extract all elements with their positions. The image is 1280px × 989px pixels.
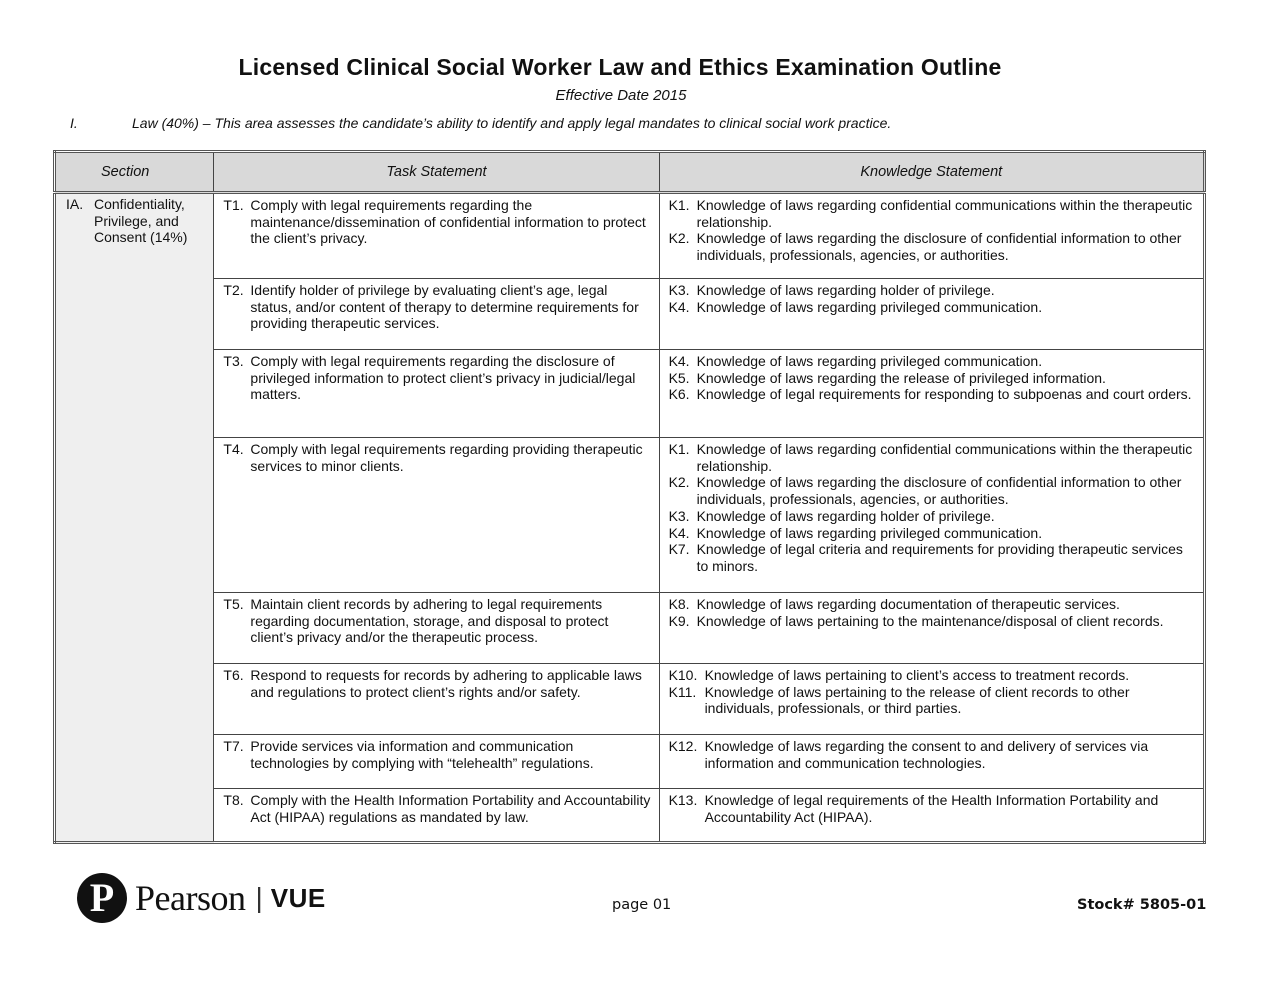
knowledge-text: Knowledge of laws regarding holder of privilege.	[696, 507, 995, 524]
knowledge-code: K2.	[668, 230, 690, 247]
knowledge-code: K13.	[668, 792, 698, 808]
knowledge-text: Knowledge of laws regarding the consent to and delivery of services via information and communication technologies.	[704, 738, 1149, 771]
document-title: Licensed Clinical Social Worker Law and Ethics Examination Outline	[238, 54, 1002, 80]
knowledge-statement	[669, 613, 1195, 630]
section-name: Confidentiality, Privilege, and Consent (14%)	[94, 196, 188, 246]
knowledge-text: Knowledge of laws regarding holder of privilege.	[696, 282, 995, 298]
knowledge-cell	[659, 438, 1204, 593]
knowledge-text: Knowledge of laws pertaining to client’s access to treatment records.	[704, 667, 1130, 683]
knowledge-code: K9.	[668, 612, 690, 629]
knowledge-code: K6.	[668, 386, 690, 403]
knowledge-text: Knowledge of laws regarding documentation of therapeutic services.	[696, 596, 1120, 612]
task-cell	[214, 438, 659, 593]
knowledge-code: K7.	[668, 541, 690, 558]
knowledge-statement	[669, 197, 1195, 230]
pearson-vue-logo	[77, 872, 326, 924]
knowledge-text: Knowledge of legal requirements for responding to subpoenas and court orders.	[696, 386, 1192, 403]
task-cell	[214, 789, 659, 843]
stock-number: Stock# 5805-01	[1077, 897, 1207, 913]
table-row	[55, 789, 1205, 843]
knowledge-code: K11.	[668, 683, 697, 700]
table-body	[55, 193, 1205, 843]
knowledge-code: K4.	[668, 298, 690, 315]
knowledge-statement	[669, 230, 1195, 263]
intro-number: I.	[70, 115, 78, 131]
task-code: T4.	[223, 441, 244, 457]
knowledge-cell	[659, 279, 1204, 350]
knowledge-statement	[669, 474, 1195, 507]
knowledge-cell	[659, 350, 1204, 438]
pearson-p-icon: P	[77, 873, 127, 923]
section-cell	[55, 193, 214, 843]
knowledge-statement	[669, 353, 1195, 370]
task-code: T5.	[223, 596, 244, 612]
knowledge-code: K3.	[668, 282, 690, 298]
task-statement	[223, 441, 650, 474]
task-statement	[223, 197, 650, 247]
table-row	[55, 664, 1205, 735]
knowledge-statement	[669, 738, 1195, 771]
logo-divider: |	[255, 882, 263, 913]
knowledge-text: Knowledge of laws pertaining to the release of client records to other individuals, professionals, or third parties.	[704, 683, 1130, 717]
knowledge-statement	[669, 792, 1195, 825]
knowledge-cell	[659, 789, 1204, 843]
knowledge-statement	[669, 370, 1195, 387]
table-row	[55, 279, 1205, 350]
task-code: T3.	[223, 353, 244, 369]
knowledge-code: K3.	[668, 507, 690, 524]
section-intro	[70, 115, 891, 131]
task-text: Comply with legal requirements regarding providing therapeutic services to minor clients.	[250, 441, 643, 474]
knowledge-text: Knowledge of laws regarding the disclosure of confidential information to other individuals, professionals, agencies, or authorities.	[696, 474, 1182, 508]
knowledge-text: Knowledge of laws regarding confidential communications within the therapeutic relationship.	[696, 441, 1193, 474]
knowledge-code: K4.	[668, 524, 690, 541]
knowledge-text: Knowledge of laws regarding confidential communications within the therapeutic relationship.	[696, 197, 1193, 230]
task-statement	[223, 596, 650, 646]
task-text: Respond to requests for records by adhering to applicable laws and regulations to protect client’s rights and/or safety.	[250, 667, 642, 700]
task-code: T8.	[223, 792, 244, 808]
knowledge-statement	[669, 386, 1195, 403]
knowledge-text: Knowledge of laws regarding privileged communication.	[696, 353, 1043, 369]
knowledge-cell	[659, 664, 1204, 735]
section-code: IA.	[66, 196, 84, 212]
knowledge-statement	[669, 282, 1195, 299]
knowledge-text: Knowledge of legal requirements of the Health Information Portability and Accountability Act (HIPAA).	[704, 792, 1159, 825]
task-statement	[223, 282, 650, 332]
knowledge-text: Knowledge of laws regarding the disclosure of confidential information to other individuals, professionals, agencies, or authorities.	[696, 230, 1182, 264]
task-text: Identify holder of privilege by evaluating client’s age, legal status, and/or content of therapy to determine requirements for providing therapeutic services.	[250, 282, 639, 332]
knowledge-text: Knowledge of legal criteria and requirements for providing therapeutic services to minors.	[696, 541, 1183, 574]
task-statement	[223, 353, 650, 403]
knowledge-statement	[669, 541, 1195, 574]
task-text: Comply with legal requirements regarding the disclosure of privileged information to protect client’s privacy in judicial/legal matters.	[250, 353, 636, 403]
task-cell	[214, 193, 659, 279]
task-text: Provide services via information and communication technologies by complying with “telehealth” regulations.	[250, 738, 594, 771]
table-row	[55, 735, 1205, 789]
header-knowledge: Knowledge Statement	[659, 152, 1204, 193]
task-statement	[223, 667, 650, 700]
knowledge-statement	[669, 299, 1195, 316]
task-statement	[223, 792, 650, 825]
knowledge-statement	[669, 596, 1195, 613]
logo-product: VUE	[270, 882, 326, 913]
page-number: page 01	[612, 897, 672, 913]
knowledge-code: K10.	[668, 667, 698, 683]
table-row	[55, 350, 1205, 438]
knowledge-code: K4.	[668, 353, 690, 369]
task-statement	[223, 738, 650, 771]
knowledge-statement	[669, 508, 1195, 525]
task-code: T1.	[223, 197, 244, 213]
knowledge-statement	[669, 684, 1195, 717]
knowledge-code: K5.	[668, 369, 690, 386]
table-row	[55, 593, 1205, 664]
intro-text: Law (40%) – This area assesses the candidate’s ability to identify and apply legal mandates to clinical social work practice.	[132, 115, 892, 131]
task-text: Maintain client records by adhering to legal requirements regarding documentation, storage, and disposal to protect client’s privacy and/or the therapeutic process.	[250, 596, 609, 646]
knowledge-statement	[669, 441, 1195, 474]
task-code: T6.	[223, 667, 244, 683]
knowledge-code: K12.	[668, 738, 698, 754]
knowledge-text: Knowledge of laws regarding privileged communication.	[696, 524, 1043, 541]
effective-date: Effective Date 2015	[555, 87, 687, 104]
task-cell	[214, 279, 659, 350]
task-cell	[214, 593, 659, 664]
knowledge-cell	[659, 593, 1204, 664]
task-cell	[214, 350, 659, 438]
knowledge-statement	[669, 667, 1195, 684]
knowledge-code: K2.	[668, 474, 690, 491]
knowledge-cell	[659, 193, 1204, 279]
task-text: Comply with the Health Information Portability and Accountability Act (HIPAA) regulations as mandated by law.	[250, 792, 651, 825]
table-row	[55, 193, 1205, 279]
knowledge-text: Knowledge of laws regarding privileged communication.	[696, 298, 1043, 315]
task-code: T2.	[223, 282, 244, 298]
knowledge-code: K1.	[668, 441, 690, 457]
knowledge-text: Knowledge of laws pertaining to the maintenance/disposal of client records.	[696, 612, 1164, 629]
task-text: Comply with legal requirements regarding the maintenance/dissemination of confidential information to protect the client’s privacy.	[250, 197, 646, 247]
knowledge-cell	[659, 735, 1204, 789]
header-task: Task Statement	[214, 152, 659, 193]
outline-table	[53, 150, 1206, 844]
knowledge-text: Knowledge of laws regarding the release of privileged information.	[696, 369, 1106, 386]
task-cell	[214, 664, 659, 735]
knowledge-code: K8.	[668, 596, 690, 612]
table-row	[55, 438, 1205, 593]
knowledge-statement	[669, 525, 1195, 542]
knowledge-code: K1.	[668, 197, 690, 213]
task-code: T7.	[223, 738, 244, 754]
table-header-row	[55, 152, 1205, 193]
logo-wordmark: Pearson	[135, 878, 246, 918]
header-section: Section	[55, 152, 214, 193]
task-cell	[214, 735, 659, 789]
